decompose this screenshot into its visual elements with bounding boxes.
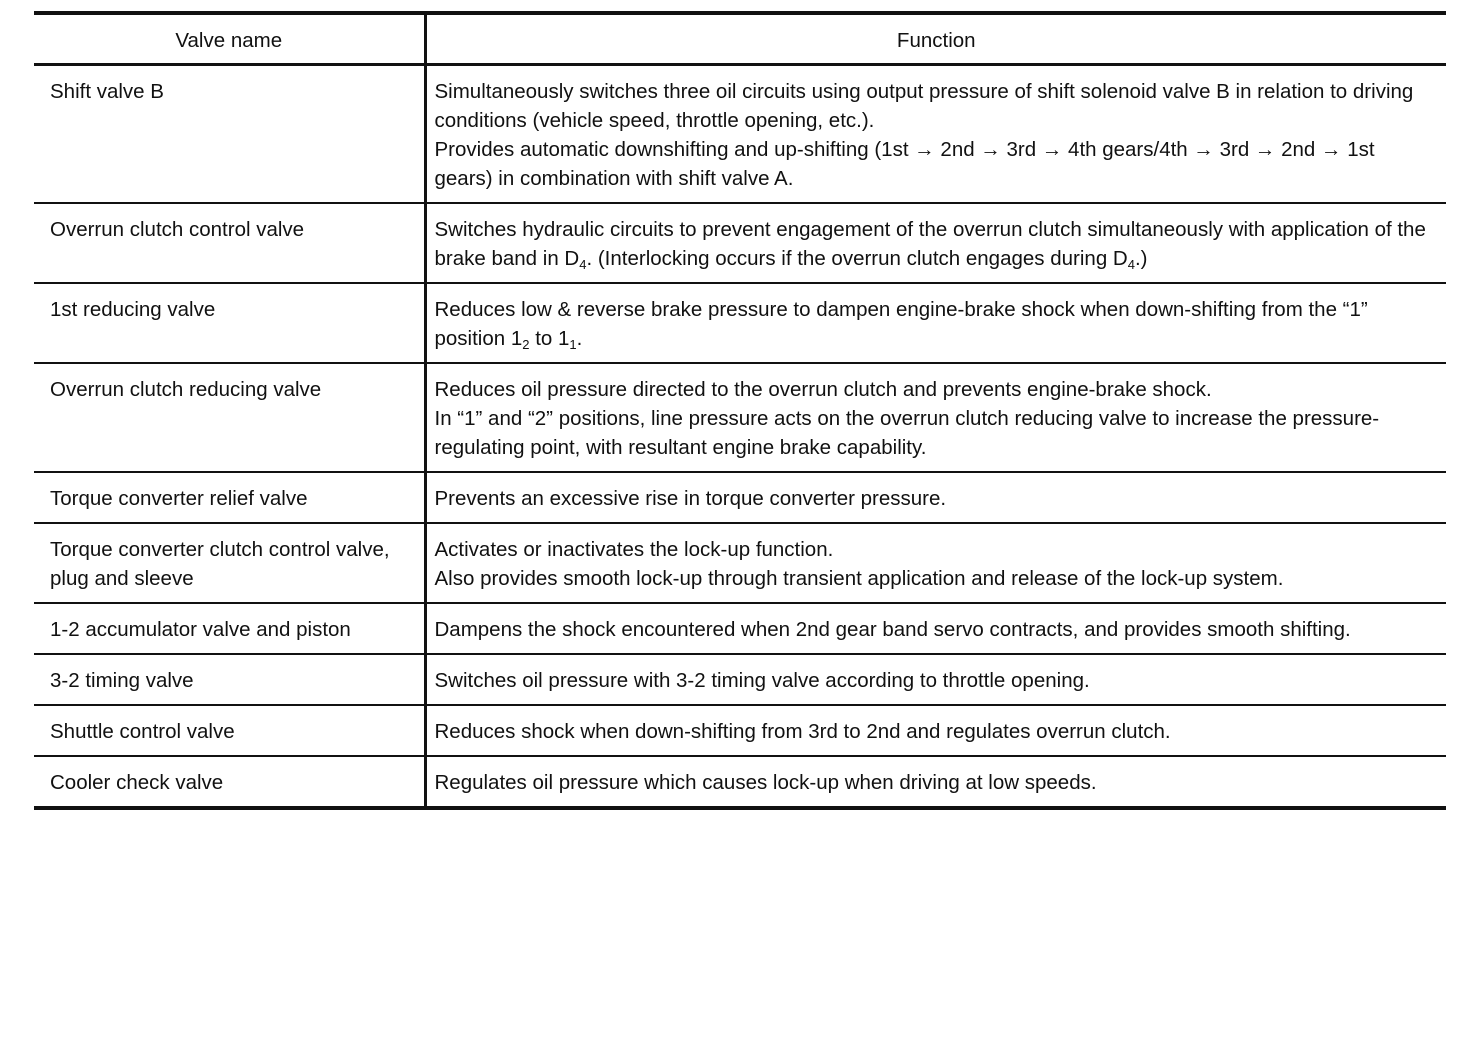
table-row bbox=[34, 705, 1446, 756]
table-row bbox=[34, 523, 1446, 603]
function-line: Activates or inactivates the lock-up function. bbox=[434, 538, 834, 561]
function-cell bbox=[425, 283, 1446, 363]
valve-name-cell: 1-2 accumulator valve and piston bbox=[34, 603, 425, 654]
table-row bbox=[34, 603, 1446, 654]
valve-name-cell: Shift valve B bbox=[34, 65, 425, 204]
function-cell bbox=[425, 603, 1446, 654]
table-row bbox=[34, 654, 1446, 705]
function-line: Regulates oil pressure which causes lock-up when driving at low speeds. bbox=[434, 771, 1097, 794]
function-line: Dampens the shock encountered when 2nd gear band servo contracts, and provides smooth shifting. bbox=[434, 618, 1351, 641]
valve-name-cell: 3-2 timing valve bbox=[34, 654, 425, 705]
function-cell bbox=[425, 523, 1446, 603]
function-text: to 1 bbox=[529, 327, 570, 350]
function-line: Provides automatic downshifting and up-shifting (1st → 2nd → 3rd → 4th gears/4th → 3rd → 2nd → 1st gears) in combination with shift valve A. bbox=[434, 138, 1375, 190]
subscript: 1 bbox=[569, 337, 577, 352]
column-header-valve-name: Valve name bbox=[34, 13, 425, 65]
function-cell bbox=[425, 654, 1446, 705]
valve-name-cell: Cooler check valve bbox=[34, 756, 425, 808]
function-text: Reduces low & reverse brake pressure to dampen engine-brake shock when down-shifting from the “1” position 1 bbox=[434, 298, 1368, 350]
function-text: . (Interlocking occurs if the overrun clutch engages during D bbox=[586, 247, 1128, 270]
function-cell bbox=[425, 756, 1446, 808]
valve-function-table-wrapper bbox=[34, 11, 1446, 810]
function-cell bbox=[425, 65, 1446, 204]
subscript: 2 bbox=[522, 337, 530, 352]
table-row bbox=[34, 65, 1446, 204]
function-cell bbox=[425, 363, 1446, 472]
table-row bbox=[34, 283, 1446, 363]
function-cell bbox=[425, 705, 1446, 756]
table-row bbox=[34, 756, 1446, 808]
valve-name-cell: Overrun clutch reducing valve bbox=[34, 363, 425, 472]
valve-function-table bbox=[34, 11, 1446, 810]
function-line: Prevents an excessive rise in torque converter pressure. bbox=[434, 487, 947, 510]
valve-name-cell: Torque converter relief valve bbox=[34, 472, 425, 523]
subscript: 4 bbox=[1127, 257, 1135, 272]
table-header-row bbox=[34, 13, 1446, 65]
subscript: 4 bbox=[579, 257, 587, 272]
column-header-function: Function bbox=[425, 13, 1446, 65]
function-text: . bbox=[576, 327, 583, 350]
valve-name-cell: Shuttle control valve bbox=[34, 705, 425, 756]
function-line: Switches oil pressure with 3-2 timing valve according to throttle opening. bbox=[434, 669, 1090, 692]
function-cell bbox=[425, 203, 1446, 283]
function-line: In “1” and “2” positions, line pressure acts on the overrun clutch reducing valve to increase the pressure-regulating point, with resultant engine brake capability. bbox=[434, 407, 1380, 459]
function-line: Also provides smooth lock-up through transient application and release of the lock-up system. bbox=[434, 567, 1284, 590]
function-line: Reduces oil pressure directed to the overrun clutch and prevents engine-brake shock. bbox=[434, 378, 1212, 401]
valve-name-cell: Torque converter clutch control valve, plug and sleeve bbox=[34, 523, 425, 603]
function-line: Simultaneously switches three oil circuits using output pressure of shift solenoid valve B in relation to driving conditions (vehicle speed, throttle opening, etc.). bbox=[434, 80, 1414, 132]
table-row bbox=[34, 203, 1446, 283]
function-text: .) bbox=[1134, 247, 1148, 270]
function-line: Reduces shock when down-shifting from 3rd to 2nd and regulates overrun clutch. bbox=[434, 720, 1171, 743]
function-text: Switches hydraulic circuits to prevent engagement of the overrun clutch simultaneously with application of the brake band in D bbox=[434, 218, 1426, 270]
table-row bbox=[34, 472, 1446, 523]
valve-name-cell: Overrun clutch control valve bbox=[34, 203, 425, 283]
function-cell bbox=[425, 472, 1446, 523]
table-row bbox=[34, 363, 1446, 472]
valve-name-cell: 1st reducing valve bbox=[34, 283, 425, 363]
